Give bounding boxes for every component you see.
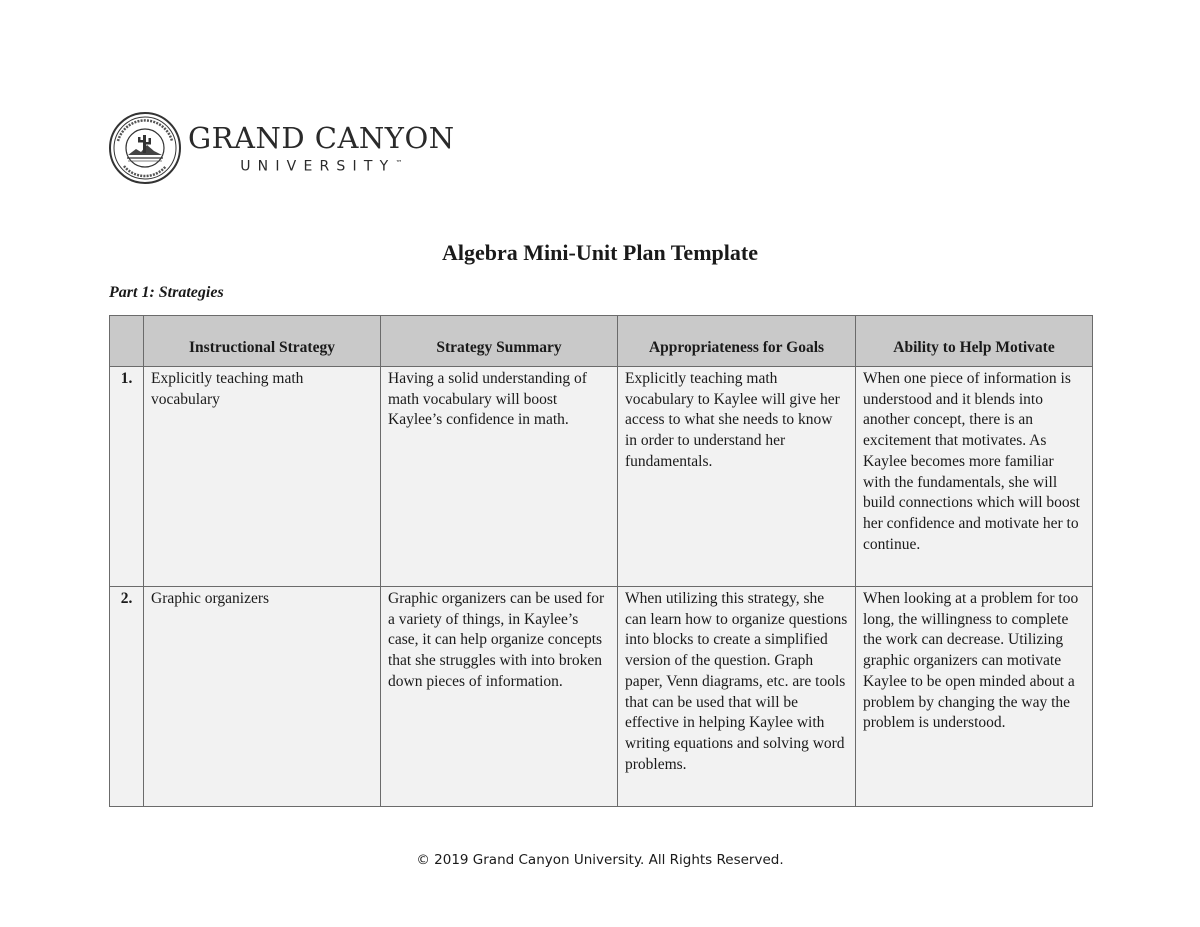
university-logo [108, 110, 455, 186]
strategies-table [109, 315, 1093, 807]
cell-motivate: When looking at a problem for too long, the willingness to complete the work can decrease. Utilizing graphic organizers can motivate Kaylee to be open minded about a problem by changing the way the problem is understood. [856, 587, 1093, 807]
column-header-instructional-strategy: Instructional Strategy [144, 316, 381, 367]
logo-subtitle [240, 155, 402, 175]
copyright-footer: © 2019 Grand Canyon University. All Rights Reserved. [416, 852, 784, 868]
logo-name: GRAND CANYON [188, 120, 455, 155]
cell-strategy: Graphic organizers [144, 587, 381, 807]
table-row [110, 367, 1093, 587]
table-header-row [110, 316, 1093, 367]
logo-wordmark [188, 122, 455, 175]
cell-appropriateness: Explicitly teaching math vocabulary to Kaylee will give her access to what she needs to know in order to understand her fundamentals. [618, 367, 856, 587]
column-header-strategy-summary: Strategy Summary [381, 316, 618, 367]
cell-motivate: When one piece of information is understood and it blends into another concept, there is an excitement that motivates. As Kaylee becomes more familiar with the fundamentals, she will build connections which will boost her confidence and motivate her to continue. [856, 367, 1093, 587]
table-row [110, 587, 1093, 807]
column-header-appropriateness: Appropriateness for Goals [618, 316, 856, 367]
cell-strategy: Explicitly teaching math vocabulary [144, 367, 381, 587]
row-number: 2. [110, 587, 144, 807]
cell-summary: Having a solid understanding of math vocabulary will boost Kaylee’s confidence in math. [381, 367, 618, 587]
cell-summary: Graphic organizers can be used for a variety of things, in Kaylee’s case, it can help organize concepts that she struggles with into broken down pieces of information. [381, 587, 618, 807]
cell-appropriateness: When utilizing this strategy, she can learn how to organize questions into blocks to create a simplified version of the question. Graph paper, Venn diagrams, etc. are tools that can be used that will be effective in helping Kaylee with writing equations and solving word problems. [618, 587, 856, 807]
row-number: 1. [110, 367, 144, 587]
university-seal-icon [108, 111, 182, 185]
logo-trademark: ™ [395, 158, 403, 167]
column-header-number [110, 316, 144, 367]
column-header-motivate: Ability to Help Motivate [856, 316, 1093, 367]
logo-subtitle-text: UNIVERSITY [240, 158, 396, 175]
part-label: Part 1: Strategies [109, 284, 224, 301]
document-title: Algebra Mini-Unit Plan Template [442, 240, 758, 265]
